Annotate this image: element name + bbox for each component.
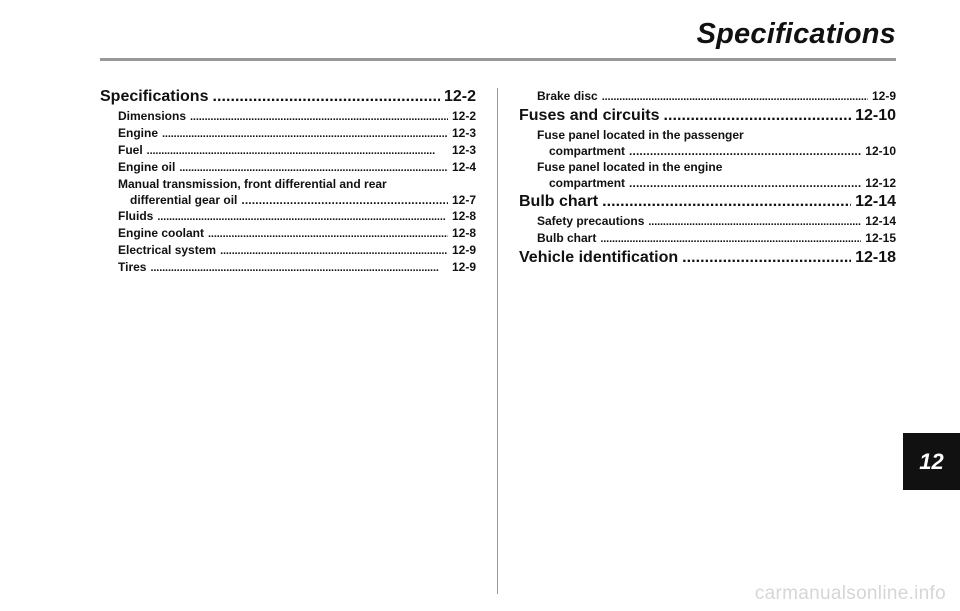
column-divider (497, 88, 498, 594)
toc-item-tires[interactable] (100, 259, 476, 276)
toc-item-dimensions[interactable] (100, 108, 476, 125)
toc-leader-dots (629, 175, 861, 191)
toc-page-number: 12-8 (451, 209, 476, 223)
toc-page-number: 12-3 (451, 143, 476, 157)
toc-leader-dots (179, 160, 448, 176)
toc-item-engine[interactable] (100, 125, 476, 142)
toc-leader-dots (157, 209, 448, 225)
toc-item-manual-transmission-oil[interactable] (100, 176, 476, 208)
toc-leader-dots (241, 192, 448, 208)
chapter-tab: 12 (903, 433, 960, 490)
toc-page-number: 12-12 (865, 176, 896, 190)
toc-section-specifications[interactable] (100, 88, 476, 106)
toc-right-column (519, 88, 896, 269)
toc-label: Engine coolant (118, 226, 205, 240)
toc-leader-dots (629, 143, 861, 159)
toc-left-column (100, 88, 476, 276)
toc-leader-dots (208, 226, 448, 242)
toc-label: Bulb chart (537, 231, 597, 245)
toc-leader-dots (212, 88, 439, 106)
toc-page-number: 12-9 (871, 89, 896, 103)
toc-section-fuses-and-circuits[interactable] (519, 107, 896, 125)
toc-section-bulb-chart[interactable] (519, 193, 896, 211)
toc-leader-dots (162, 126, 448, 142)
toc-page-number: 12-4 (451, 160, 476, 174)
watermark: carmanualsonline.info (754, 583, 946, 604)
toc-label: Engine oil (118, 160, 176, 174)
toc-page-number: 12-2 (451, 109, 476, 123)
toc-label: Vehicle identification (519, 249, 679, 266)
toc-leader-dots (648, 214, 861, 230)
toc-page-number: 12-18 (855, 249, 896, 266)
toc-page-number: 12-3 (451, 126, 476, 140)
toc-page-number: 12-9 (451, 243, 476, 257)
toc-label: Fuses and circuits (519, 107, 660, 124)
toc-label-line2: compartment (549, 176, 626, 190)
toc-label-line2: differential gear oil (130, 193, 238, 207)
toc-label: Electrical system (118, 243, 217, 257)
toc-label-line2: compartment (549, 144, 626, 158)
toc-label: Fluids (118, 209, 154, 223)
toc-item-engine-oil[interactable] (100, 159, 476, 176)
toc-leader-dots (682, 249, 851, 267)
toc-item-engine-coolant[interactable] (100, 225, 476, 242)
title-rule (100, 58, 896, 61)
toc-label: Dimensions (118, 109, 187, 123)
toc-page-number: 12-14 (865, 214, 896, 228)
toc-item-safety-precautions[interactable] (519, 213, 896, 230)
toc-label: Fuel (118, 143, 143, 157)
toc-label: Safety precautions (537, 214, 645, 228)
toc-page-number: 12-14 (855, 193, 896, 210)
toc-label: Brake disc (537, 89, 598, 103)
toc-page-number: 12-2 (443, 88, 476, 105)
toc-page-number: 12-10 (855, 107, 896, 124)
toc-item-bulb-chart[interactable] (519, 230, 896, 247)
toc-label: Bulb chart (519, 193, 599, 210)
toc-label-line1: Manual transmission, front differential and rear (118, 177, 387, 191)
toc-label-line1: Fuse panel located in the engine (537, 160, 723, 174)
toc-page-number: 12-7 (451, 193, 476, 207)
toc-label: Specifications (100, 88, 209, 105)
toc-page-number: 12-10 (865, 144, 896, 158)
toc-page-number: 12-8 (451, 226, 476, 240)
toc-item-fuse-panel-passenger[interactable] (519, 127, 896, 159)
toc-leader-dots (602, 89, 868, 105)
toc-label: Engine (118, 126, 159, 140)
toc-item-fluids[interactable] (100, 208, 476, 225)
toc-item-electrical-system[interactable] (100, 242, 476, 259)
toc-leader-dots (600, 231, 861, 247)
toc-leader-dots (150, 260, 448, 276)
toc-item-fuel[interactable] (100, 142, 476, 159)
toc-label-line1: Fuse panel located in the passenger (537, 128, 744, 142)
toc-label: Tires (118, 260, 147, 274)
page-title: Specifications (696, 18, 896, 50)
toc-leader-dots (664, 107, 852, 125)
toc-leader-dots (220, 243, 448, 259)
toc-item-fuse-panel-engine[interactable] (519, 159, 896, 191)
toc-page-number: 12-9 (451, 260, 476, 274)
toc-item-brake-disc[interactable] (519, 88, 896, 105)
toc-section-vehicle-identification[interactable] (519, 249, 896, 267)
toc-leader-dots (190, 109, 448, 125)
toc-leader-dots (602, 193, 851, 211)
toc-page-number: 12-15 (865, 231, 896, 245)
toc-leader-dots (147, 143, 448, 159)
